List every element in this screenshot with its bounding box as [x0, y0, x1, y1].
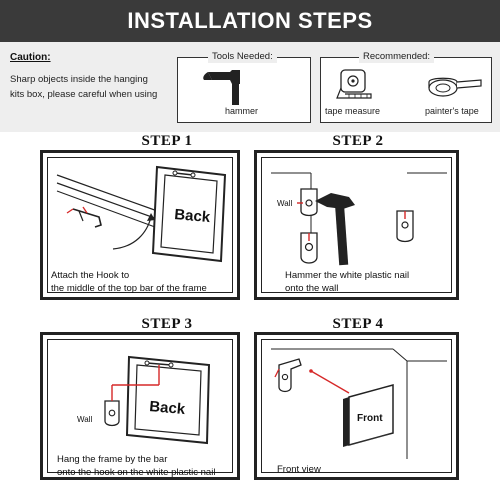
step-1-caption	[51, 269, 237, 295]
step-2-caption-line-1: Hammer the white plastic nail	[285, 270, 410, 281]
caution-text	[10, 72, 168, 102]
caution-note	[10, 52, 168, 102]
step-1-panel	[40, 150, 240, 300]
step-2-wall-label: Wall	[277, 199, 293, 208]
page-title: INSTALLATION STEPS	[127, 8, 373, 33]
hammer-icon	[200, 66, 260, 106]
step-3-wall-label: Wall	[77, 415, 93, 424]
caution-title: Caution:	[10, 52, 51, 63]
tape-measure-label: tape measure	[325, 106, 381, 116]
painters-tape-icon	[425, 66, 485, 106]
step-2-panel	[254, 150, 459, 300]
step-3-back-label: Back	[148, 398, 186, 419]
tools-needed-label: Tools Needed:	[208, 51, 277, 63]
recommended-label: Recommended:	[359, 51, 434, 63]
caution-line-2: kits box, please careful when using	[10, 89, 158, 100]
step-4-title: STEP 4	[332, 316, 384, 332]
step-1-caption-line-1: Attach the Hook to	[51, 270, 130, 281]
step-2-caption-line-2: onto the wall	[285, 283, 339, 294]
step-4-illustration	[257, 335, 456, 477]
tape-measure-icon	[335, 64, 375, 104]
recommended-box	[320, 51, 492, 123]
step-3-caption-line-2: onto the hook on the white plastic nail	[57, 467, 216, 478]
step-2-caption	[285, 269, 457, 295]
step-3-caption	[57, 453, 237, 479]
header-banner	[0, 0, 500, 42]
hammer-label: hammer	[225, 106, 259, 116]
painters-tape-label: painter's tape	[425, 106, 479, 116]
caution-line-1: Sharp objects inside the hanging	[10, 74, 148, 85]
tools-needed-box	[177, 51, 311, 123]
step-3-panel	[40, 332, 240, 480]
step-2-title: STEP 2	[332, 133, 384, 149]
step-1-caption-line-2: the middle of the top bar of the frame	[51, 283, 207, 294]
step-3-title: STEP 3	[141, 316, 193, 332]
step-4-front-label: Front	[357, 413, 383, 424]
step-4-caption: Front view	[277, 464, 321, 475]
step-4-panel	[254, 332, 459, 480]
step-1-back-label: Back	[173, 206, 211, 227]
step-3-caption-line-1: Hang the frame by the bar	[57, 454, 168, 465]
step-1-title: STEP 1	[141, 133, 193, 149]
